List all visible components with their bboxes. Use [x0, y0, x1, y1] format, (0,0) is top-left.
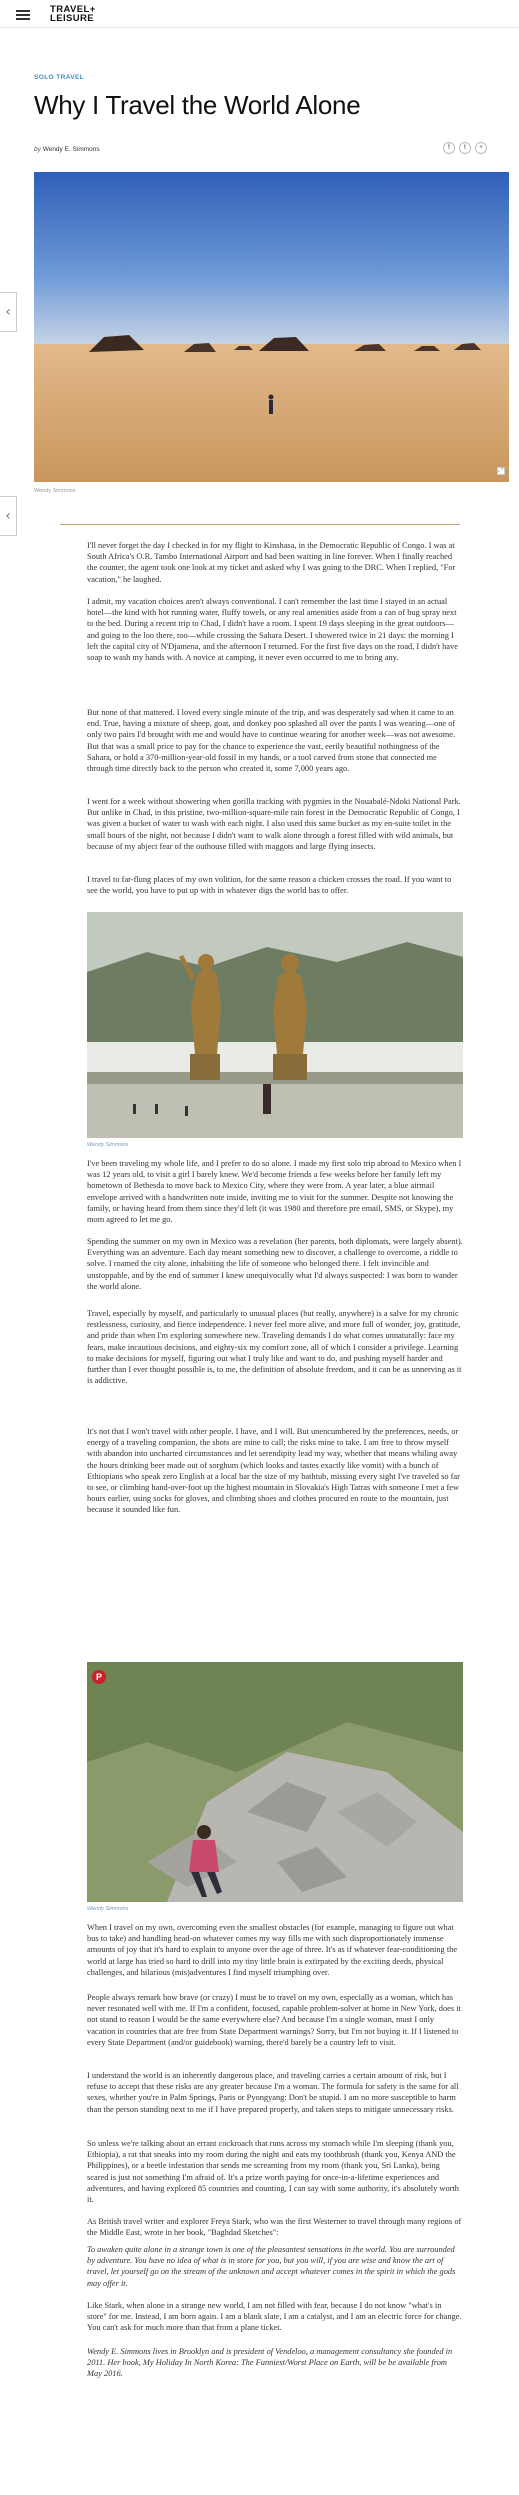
- facebook-share-icon[interactable]: f: [443, 142, 455, 154]
- monument-photo: [87, 912, 463, 1138]
- photo-credit: Wendy Simmons: [87, 1142, 129, 1148]
- byline: [34, 146, 100, 153]
- paragraph: I travel to far-flung places of my own volition, for the same reason a chicken crosses the road. If you want to see the world, you have to put up with in whatever digs the world has to offer.: [87, 875, 452, 896]
- paragraph: I understand the world is an inherently dangerous place, and traveling carries a certain amount of risk, but I refuse to accept that these risks are any greater because I'm a woman. The formula for safety is the same for all sexes, whether you're in Palm Springs, Paris or Pyongyang: Don't be stupid. I am no more susceptible to harm than the person standing next to me if I have prepared properly, and taken steps to mitigate unnecessary risks.: [87, 2071, 459, 2114]
- hero-photo-credit: Wendy Simmons: [34, 488, 76, 494]
- mountain-photo: [87, 1662, 463, 1902]
- twitter-share-icon[interactable]: t: [459, 142, 471, 154]
- paragraph: Travel, especially by myself, and particularly to unusual places (but really, anywhere) is a salve for my chronic restlessness, curiosity, and fierce independence. I never feel more alive, and more full of wonder, joy, gratitude, and pride than when I'm exploring somewhere new. Traveling demands I do what comes unnaturally: face my fears, make incautious decisions, and eighty-six my comfort zone, all of which I consider a privilege. Learning to make decisions for myself, figuring out what I truly like and want to do, and pushing myself harder and further than I ever thought possible is, to me, the definition of absolute freedom, and it can be as unnerving as it is addictive.: [87, 1309, 462, 1386]
- paragraph: But none of that mattered. I loved every single minute of the trip, and was desperately sad when it came to an end. True, having a mixture of sheep, goat, and donkey poo splashed all over the pants I was wearing—one of only two pairs I'd brought with me and would have to continue wearing for another week—was not awesome. But that was a small price to pay for the chance to experience the vast, eerily beautiful nothingness of the Sahara, or hold a 370-million-year-old fossil in my hands, or a tool carved from stone that connected me through time directly back to the person who created it, some 7,000 years ago.: [87, 708, 456, 774]
- article-title: Why I Travel the World Alone: [34, 90, 361, 120]
- author-name[interactable]: Wendy E. Simmons: [42, 146, 100, 153]
- paragraph: People always remark how brave (or crazy) I must be to travel on my own, especially as a woman, which has never resonated well with me. If I'm a confident, focused, capable problem-solver at home in New York, does it not stand to reason I would be the same everywhere else? And because I'm a single woman, must I only vacation in countries that are free from State Department warnings? Sorry, but I'm not buying it. If I listened to every State Department (and/or guidebook) warning, there'd barely be a country left to visit.: [87, 1993, 461, 2047]
- expand-icon[interactable]: ⤢: [498, 468, 504, 474]
- paragraph: Spending the summer on my own in Mexico was a revelation (her parents, both diplomats, were largely absent). Everything was an adventure. Each day meant something new to discover, a challenge to overcome, a riddle to solve. I roamed the city alone, inhabiting the life of someone who belonged there. I felt invincible and unstoppable, and by the end of summer I knew unequivocally what I'd always suspected: I was born to wander the world alone.: [87, 1237, 463, 1291]
- logo-line-2: LEISURE: [50, 13, 94, 24]
- hero-image: [34, 172, 509, 482]
- paragraph: I'll never forget the day I checked in for my flight to Kinshasa, in the Democratic Republic of Congo. I was at South Africa's O.R. Tambo International Airport and had been waiting in line forever. When I finally reached the counter, the agent took one look at my ticket and asked why I was going to the DRC. When I replied, "For vacation," he laughed.: [87, 541, 456, 584]
- paragraph: I admit, my vacation choices aren't always conventional. I can't remember the last time I stayed in an actual hotel—the kind with hot running water, fluffy towels, or any real amenities aside from a can of bug spray next to the bed. During a recent trip to Chad, I didn't have a room. I spent 19 days sleeping in the great outdoors—and going to the loo there, too—while crossing the Sahara Desert. I showered twice in 21 days: the morning I left the capital city of N'Djamena, and the afternoon I returned. For the first five days on the road, I didn't have soap to wash my hands with. A novice at camping, it never even occurred to me to bring any.: [87, 597, 458, 663]
- photo-credit: Wendy Simmons: [87, 1906, 129, 1912]
- logo-line-1: TRAVEL+: [50, 4, 96, 15]
- paragraph: As British travel writer and explorer Freya Stark, who was the first Westerner to travel through many regions of the Middle East, wrote in her book, "Baghdad Sketches":: [87, 2217, 462, 2238]
- pinterest-icon[interactable]: P: [92, 1670, 106, 1684]
- author-bio: Wendy E. Simmons lives in Brooklyn and is president of Vendeloo, a management consultancy she founded in 2011. Her book, My Holiday In North Korea: The Funniest/Worst Place on Earth, will be be available from May 2016.: [87, 2347, 453, 2379]
- previous-article-arrow-secondary[interactable]: ‹: [0, 496, 17, 536]
- paragraph: Like Stark, when alone in a strange new world, I am not filled with fear, because I do not know "what's in store" for me. Instead, I am born again. I am a blank slate, I am a catalyst, and I am an electric force for change. You can't ask for much more than that from a plane ticket.: [87, 2301, 462, 2333]
- menu-icon[interactable]: [16, 10, 30, 20]
- site-header: [0, 0, 519, 28]
- paragraph: It's not that I won't travel with other people. I have, and I will. But unencumbered by the preferences, needs, or energy of a traveling companion, the shots are mine to call; the risks mine to take. I am free to throw myself with abandon into uncharted circumstances and let serendipity lead my way, whether that means whiling away the hours drinking beer made out of sorghum (which looks and tastes exactly like vomit) with a bunch of Ethiopians who speak zero English at a local bar the size of my bathtub, missing every sight I've traveled so far to see, or climbing hand-over-foot up the highest mountain in Slovakia's High Tatras with someone I met a few hours earlier, using socks for gloves, and climbing shoes and clothes procured en route to the mountain, just because it sounded like fun.: [87, 1427, 460, 1515]
- mountain-image: [87, 1662, 463, 1902]
- block-quote: To awaken quite alone in a strange town is one of the pleasantest sensations in the world. You are surrounded by adventure. You have no idea of what is in store for you, but you will, if you are wise and know the art of travel, let yourself go on the stream of the unknown and accept whatever comes in the spirit in which the gods may offer it.: [87, 2245, 456, 2288]
- paragraph: When I travel on my own, overcoming even the smallest obstacles (for example, managing to figure out what bus to take) and handling head-on whatever comes my way fills me with such disproportionately immense amounts of joy that it's hard to explain to anyone over the age of three. It's as if whatever fear-conditioning the world at large has tried so hard to drill into my tiny little brain is extirpated by the exciting deeds, physical challenges, and hilarious (mis)adventures I find myself triumphing over.: [87, 1923, 458, 1977]
- site-logo[interactable]: [50, 5, 96, 23]
- article-kicker[interactable]: SOLO TRAVEL: [34, 74, 85, 81]
- paragraph: I've been traveling my whole life, and I prefer to do so alone. I made my first solo trip abroad to Mexico when I was 12 years old, to visit a girl I barely knew. We'd become friends a few weeks before her family left my hometown of Bethesda to move back to Mexico City, where they were from. A year later, a blue airmail envelope arrived with a handwritten note inside, inviting me to visit for the summer. Despite not knowing the family, or having heard from them since they'd left (it was 1980 and therefore pre email, SMS, or Skype), my mom agreed to let me go.: [87, 1159, 462, 1225]
- previous-article-arrow[interactable]: ‹: [0, 292, 17, 332]
- divider: [60, 524, 460, 525]
- paragraph: So unless we're talking about an errant cockroach that runs across my stomach while I'm sleeping (thank you, Ethiopia), a rat that sneaks into my room during the night and eats my toothbrush (thank you, Kenya AND the Philippines), or a beetle infestation that sends me screaming from my room (thank you, Sri Lanka), being scared is just not something I'm afraid of. It's a prize worth paying for once-in-a-lifetime experiences and adventures, and having explored 85 countries and counting, I can say with some authority, it's absolutely worth it.: [87, 2139, 459, 2205]
- more-share-icon[interactable]: +: [475, 142, 487, 154]
- desert-photo: [34, 172, 509, 482]
- monument-image: [87, 912, 463, 1138]
- byline-prefix: by: [34, 146, 41, 153]
- paragraph: I went for a week without showering when gorilla tracking with pygmies in the Nouabalé-Ndoki National Park. But unlike in Chad, in this pristine, two-million-square-mile rain forest in the Democratic Republic of Congo, I was given a bucket of water to wash with each night. I also used this same bucket as my en-suite toilet in the small hours of the night, not because I didn't want to walk alone through a forest filled with wild animals, but because of my abject fear of the outhouse filled with maggots and large flying insects.: [87, 797, 461, 851]
